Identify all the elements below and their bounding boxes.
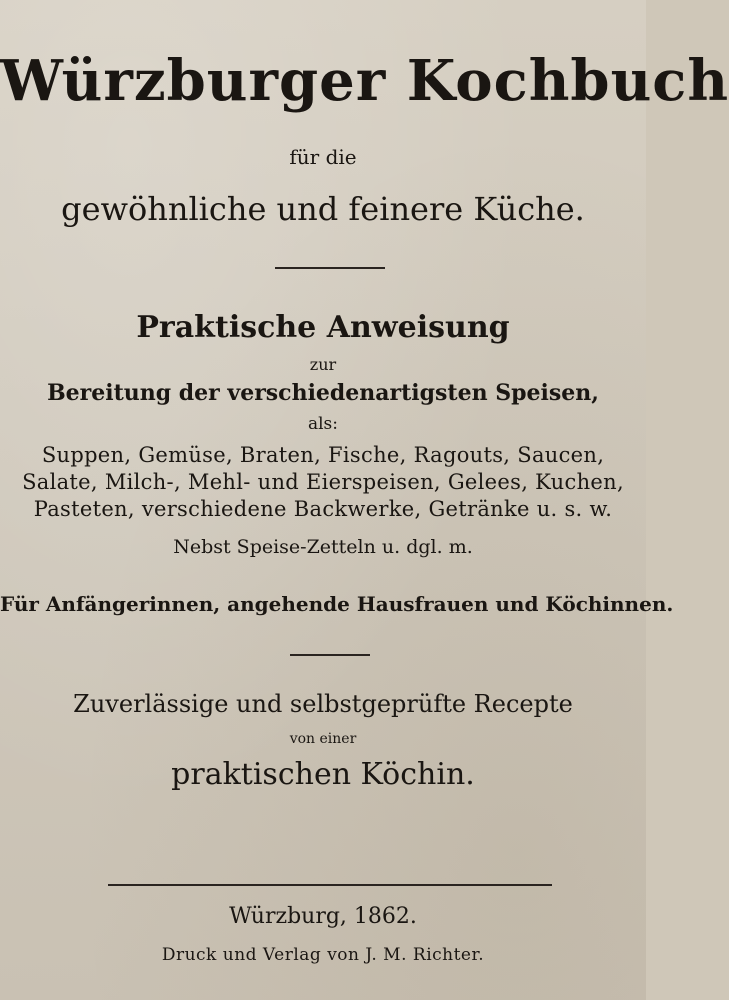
- preparation-line: Bereitung der verschiedenartigsten Speisen,: [47, 380, 599, 406]
- place-year: Würzburg, 1862.: [229, 904, 417, 929]
- divider-rule: [108, 884, 552, 886]
- dish-list-line: Pasteten, verschiedene Backwerke, Getränke u. s. w.: [33, 497, 613, 521]
- connector-zur: zur: [309, 355, 337, 374]
- dish-list-line: Salate, Milch-, Mehl- und Eierspeisen, Gelees, Kuchen,: [22, 470, 624, 494]
- menu-cards-note: Nebst Speise-Zetteln u. dgl. m.: [173, 536, 473, 558]
- divider-rule: [275, 267, 385, 269]
- dish-list-line: Suppen, Gemüse, Braten, Fische, Ragouts, Saucen,: [41, 443, 605, 467]
- connector-als: als:: [307, 414, 339, 434]
- book-title: Würzburger Kochbuch: [0, 48, 729, 114]
- connector-von-einer: von einer: [289, 731, 357, 747]
- author-line: praktischen Köchin.: [171, 757, 475, 792]
- audience-line: Für Anfängerinnen, angehende Hausfrauen und Köchinnen.: [0, 592, 674, 616]
- book-subtitle: gewöhnliche und feinere Küche.: [61, 190, 585, 228]
- recipes-line: Zuverlässige und selbstgeprüfte Recepte: [73, 690, 573, 718]
- subtitle-connector: für die: [289, 145, 357, 169]
- section-heading: Praktische Anweisung: [136, 310, 510, 345]
- divider-rule: [290, 654, 370, 656]
- publisher-line: Druck und Verlag von J. M. Richter.: [161, 945, 485, 965]
